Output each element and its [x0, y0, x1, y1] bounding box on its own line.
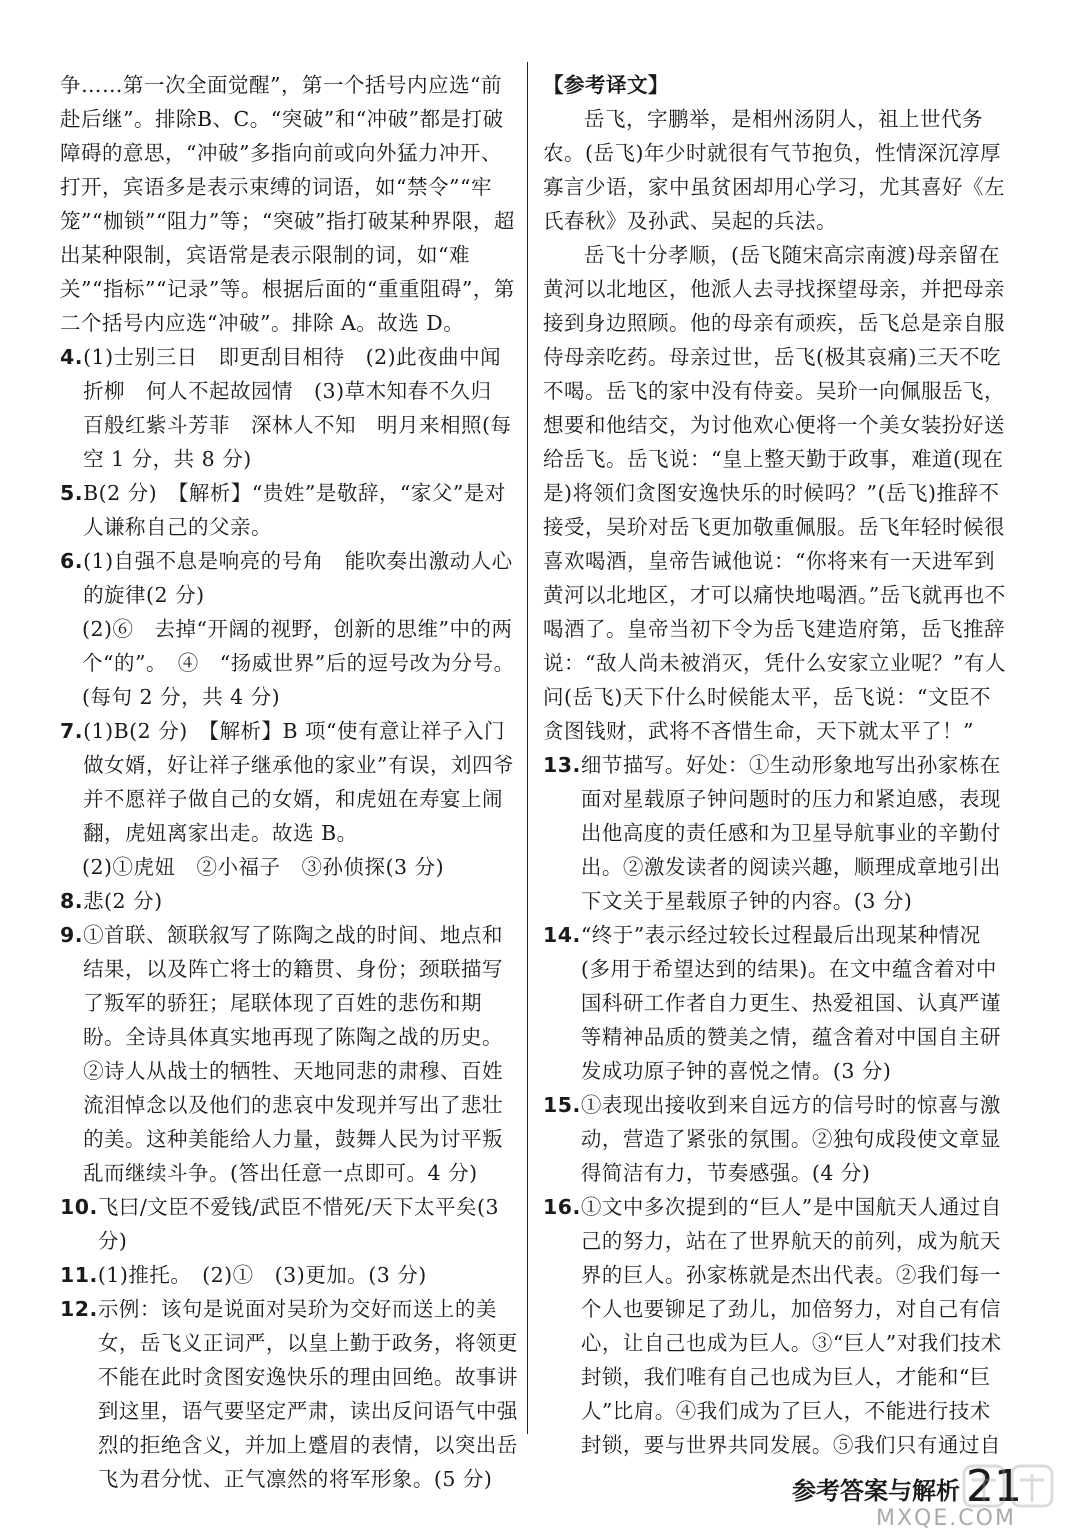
answer-16 [543, 1190, 1006, 1462]
left-column [60, 68, 518, 1496]
answer-5 [60, 476, 518, 544]
column-divider [527, 62, 528, 1434]
question-number: 5. [60, 481, 84, 505]
answer-9 [60, 918, 518, 1190]
question-number: 11. [60, 1263, 98, 1287]
answer-11 [60, 1258, 518, 1292]
question-number: 10. [60, 1195, 98, 1219]
answer-text: 悲(2 分) [83, 889, 163, 913]
answer-text: “终于”表示经过较长过程最后出现某种情况(多用于希望达到的结果)。在文中蕴含着对中国科研工作者自力更生、热爱祖国、认真严谨等精神品质的赞美之情，蕴含着对中国自主研发成功原子钟的喜悦之情。(3 分) [580, 923, 1001, 1083]
answer-6-part-2: (2)⑥ 去掉“开阔的视野，创新的思维”中的两个“的”。 ④ “扬威世界”后的逗号改为分号。(每句 2 分，共 4 分) [82, 617, 515, 709]
watermark-text: MXQE.COM [876, 1506, 1016, 1531]
answer-8 [60, 884, 518, 918]
question-number: 7. [60, 719, 84, 743]
answer-text: (1)士别三日 即更刮目相待 (2)此夜曲中闻折柳 何人不起故园情 (3)草木知春不久归 百般红紫斗芳菲 深林人不知 明月来相照(每空 1 分，共 8 分) [83, 345, 513, 471]
question-number: 14. [543, 923, 581, 947]
continued-answer: 争……第一次全面觉醒”，第一个括号内应选“前赴后继”。排除B、C。“突破”和“冲破”都是打破障碍的意思，“冲破”多指向前或向外猛力冲开、打开，宾语多是表示束缚的词语，如“禁令”“牢笼”“枷锁”“阻力”等；“突破”指打破某种界限，超出某种限制，宾语常是表示限制的词，如“难关”“指标”“记录”等。根据后面的“重重阻碍”，第二个括号内应选“冲破”。排除 A。故选 D。 [60, 73, 515, 335]
answer-text: ①首联、颔联叙写了陈陶之战的时间、地点和结果，以及阵亡将士的籍贯、身份；颈联描写了叛军的骄狂；尾联体现了百姓的悲伤和期盼。全诗具体真实地再现了陈陶之战的历史。②诗人从战士的牺牲、天地同悲的肃穆、百姓流泪悼念以及他们的悲哀中发现并写出了悲壮的美。这种美能给人力量，鼓舞人民为讨平叛乱而继续斗争。(答出任意一点即可。4 分) [83, 923, 504, 1185]
answer-13 [543, 748, 1006, 918]
translation-paragraph-2: 岳飞十分孝顺，(岳飞随宋高宗南渡)母亲留在黄河以北地区，他派人去寻找探望母亲，并把母亲接到身边照顾。他的母亲有顽疾，岳飞总是亲自服侍母亲吃药。母亲过世，岳飞(极其哀痛)三天不吃不喝。岳飞的家中没有侍妾。吴玠一向佩服岳飞，想要和他结交，为讨他欢心便将一个美女装扮好送给岳飞。岳飞说：“皇上整天勤于政事，难道(现在是)将领们贪图安逸快乐的时候吗？”(岳飞)推辞不接受，吴玠对岳飞更加敬重佩服。岳飞年轻时候很喜欢喝酒，皇帝告诫他说：“你将来有一天进军到黄河以北地区，才可以痛快地喝酒。”岳飞就再也不喝酒了。皇帝当初下令为岳飞建造府第，岳飞推辞说：“敌人尚未被消灭，凭什么安家立业呢？”有人问(岳飞)天下什么时候能太平，岳飞说：“文臣不贪图钱财，武将不吝惜生命，天下就太平了！” [543, 243, 1006, 743]
page-number: 21 [966, 1461, 1022, 1512]
answer-text: 飞曰/文臣不爱钱/武臣不惜死/天下太平矣(3 分) [97, 1195, 500, 1253]
answer-7 [60, 714, 518, 850]
answer-7-part-2: (2)①虎妞 ②小福子 ③孙侦探(3 分) [82, 855, 445, 879]
question-number: 4. [60, 345, 84, 369]
question-number: 8. [60, 889, 84, 913]
footer-label: 参考答案与解析 [792, 1477, 960, 1505]
translation-heading: 【参考译文】 [543, 73, 669, 97]
answer-6 [60, 544, 518, 612]
answer-15 [543, 1088, 1006, 1190]
question-number: 6. [60, 549, 84, 573]
answer-12 [60, 1292, 518, 1496]
answer-text: 细节描写。好处：①生动形象地写出孙家栋在面对星载原子钟问题时的压力和紧迫感，表现出他高度的责任感和为卫星导航事业的辛勤付出。②激发读者的阅读兴趣，顺理成章地引出下文关于星载原子钟的内容。(3 分) [580, 753, 1001, 913]
answer-text: (1)自强不息是响亮的号角 能吹奏出激动人心的旋律(2 分) [83, 549, 513, 607]
answer-text: ①表现出接收到来自远方的信号时的惊喜与激动，营造了紧张的氛围。②独句成段使文章显得简洁有力，节奏感强。(4 分) [580, 1093, 1001, 1185]
answer-text: B(2 分) 【解析】“贵姓”是敬辞，“家父”是对人谦称自己的父亲。 [83, 481, 506, 539]
answer-text: 示例：该句是说面对吴玠为交好而送上的美女，岳飞义正词严，以皇上勤于政务，将领更不能在此时贪图安逸快乐的理由回绝。故事讲到这里，语气要坚定严肃，读出反问语气中强烈的拒绝含义，并加上蹙眉的表情，以突出岳飞为君分忧、正气凛然的将军形象。(5 分) [97, 1297, 518, 1491]
question-number: 12. [60, 1297, 98, 1321]
answer-text: (1)推托。 (2)① (3)更加。(3 分) [97, 1263, 427, 1287]
question-number: 9. [60, 923, 84, 947]
answer-10 [60, 1190, 518, 1258]
question-number: 16. [543, 1195, 581, 1219]
answer-text: (1)B(2 分) 【解析】B 项“使有意让祥子入门做女婿，好让祥子继承他的家业”有误，刘四爷并不愿祥子做自己的女婿，和虎妞在寿宴上闹翻，虎妞离家出走。故选 B。 [83, 719, 515, 845]
answer-text: ①文中多次提到的“巨人”是中国航天人通过自己的努力，站在了世界航天的前列，成为航天界的巨人。孙家栋就是杰出代表。②我们每一个人也要铆足了劲儿，加倍努力，对自己有信心，让自己也成为巨人。③“巨人”对我们技术封锁，我们唯有自己也成为巨人，才能和“巨人”比肩。④我们成为了巨人，不能进行技术封锁，要与世界共同发展。⑤我们只有通过自 [580, 1195, 1002, 1457]
translation-paragraph-1: 岳飞，字鹏举，是相州汤阴人，祖上世代务农。(岳飞)年少时就很有气节抱负，性情深沉淳厚寡言少语，家中虽贫困却用心学习，尤其喜好《左氏春秋》及孙武、吴起的兵法。 [543, 107, 1005, 233]
question-number: 15. [543, 1093, 581, 1117]
question-number: 13. [543, 753, 581, 777]
answer-14 [543, 918, 1006, 1088]
answer-4 [60, 340, 518, 476]
right-column [543, 68, 1006, 1462]
